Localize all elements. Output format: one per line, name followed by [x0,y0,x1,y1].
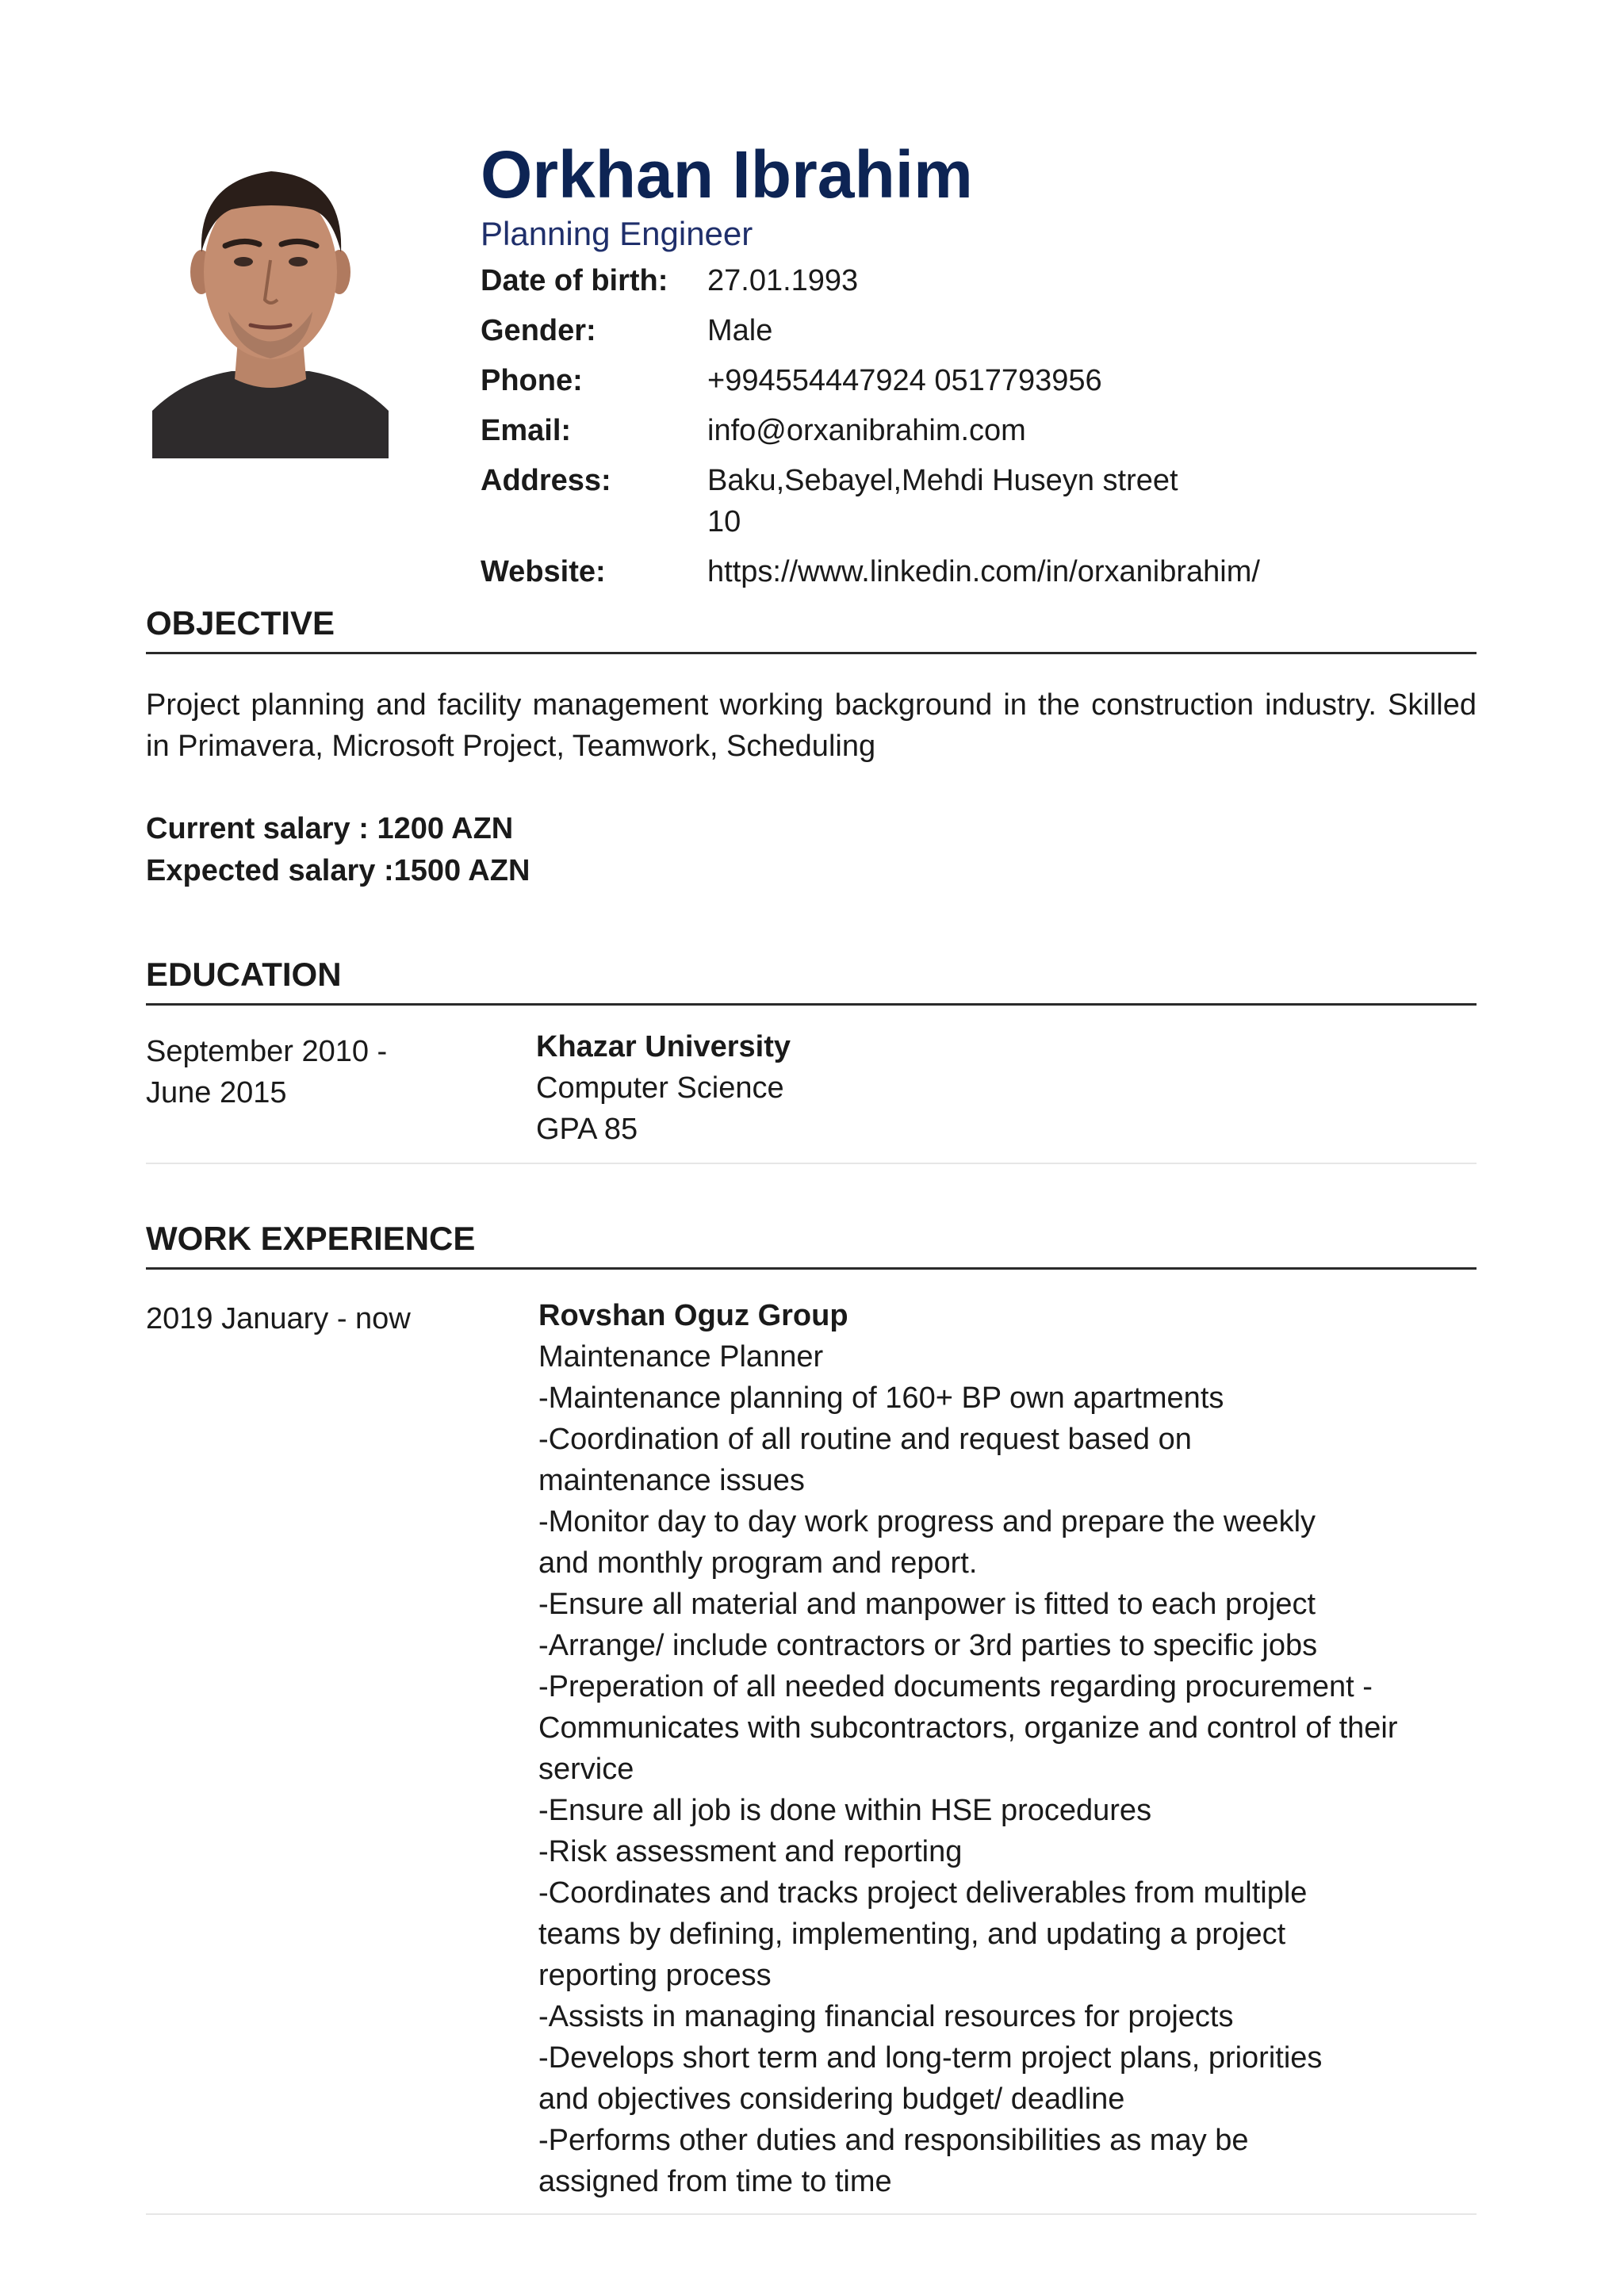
duty-item: -Monitor day to day work progress and prepare the weekly and monthly program and report. [538,1505,1316,1580]
entry-date: 2019 January - now [146,1302,411,1335]
info-row-email [481,410,1472,451]
duty-item: -Preperation of all needed documents regarding procurement - Communicates with subcontractors, organize and control of their service [538,1670,1398,1786]
info-label: Phone: [481,364,583,397]
duty-item: -Coordination of all routine and request based on maintenance issues [538,1423,1192,1497]
entry-body [536,1031,1408,1150]
section-heading: EDUCATION [146,954,1477,1006]
profile-photo [152,141,389,458]
duty-item: -Arrange/ include contractors or 3rd parties to specific jobs [538,1629,1318,1662]
duty-item: -Risk assessment and reporting [538,1835,963,1868]
education-section [146,954,1477,1164]
entry-line: GPA 85 [536,1113,638,1146]
phone-value[interactable]: +994554447924 0517793956 [707,364,1102,397]
resume-header [146,135,1477,603]
info-row-phone [481,360,1472,401]
duty-item: -Ensure all job is done within HSE procedures [538,1794,1152,1827]
objective-text: Project planning and facility management working background in the construction industry. Skilled in Primavera, Microsoft Project, Teamwork, Scheduling [146,688,1477,763]
current-salary: Current salary : 1200 AZN [146,812,514,845]
duty-item: -Maintenance planning of 160+ BP own apartments [538,1381,1224,1415]
info-label: Gender: [481,314,596,347]
info-value: Baku,Sebayel,Mehdi Huseyn street 10 [707,464,1178,538]
duty-item: -Assists in managing financial resources for projects [538,2000,1234,2033]
entry-line: Computer Science [536,1071,784,1105]
info-label: Website: [481,555,606,588]
institution-name: Khazar University [536,1030,791,1063]
section-heading: WORK EXPERIENCE [146,1218,1477,1270]
website-link[interactable]: https://www.linkedin.com/in/orxanibrahim/ [707,555,1260,588]
info-row-dob [481,260,1472,301]
header-info [481,135,1472,601]
duty-item: -Performs other duties and responsibilities as may be assigned from time to time [538,2124,1249,2198]
info-value: Male [707,314,773,347]
work-entry [146,1270,1477,2215]
salary-block [146,808,1477,892]
entry-date: September 2010 - June 2015 [146,1035,388,1109]
duty-item: -Ensure all material and manpower is fitted to each project [538,1588,1316,1621]
info-label: Address: [481,464,611,497]
education-entry [146,1006,1477,1164]
info-row-address [481,460,1472,542]
info-row-website [481,551,1472,592]
entry-body [538,1298,1398,2202]
duty-item: -Develops short term and long-term project plans, priorities and objectives considering budget/ deadline [538,2041,1323,2116]
company-name: Rovshan Oguz Group [538,1299,848,1332]
objective-section [146,603,1477,892]
expected-salary: Expected salary :1500 AZN [146,854,530,887]
work-section [146,1218,1477,2215]
section-heading: OBJECTIVE [146,603,1477,654]
candidate-name: Orkhan Ibrahim [481,137,973,212]
info-label: Date of birth: [481,264,668,297]
job-role: Maintenance Planner [538,1340,824,1374]
resume-page [146,135,1477,2215]
candidate-title: Planning Engineer [481,215,753,252]
info-label: Email: [481,414,572,447]
info-row-gender [481,310,1472,351]
info-value: 27.01.1993 [707,264,859,297]
duty-item: -Coordinates and tracks project deliverables from multiple teams by defining, implementing, and updating a project reporting process [538,1876,1308,1992]
email-link[interactable]: info@orxanibrahim.com [707,414,1026,447]
